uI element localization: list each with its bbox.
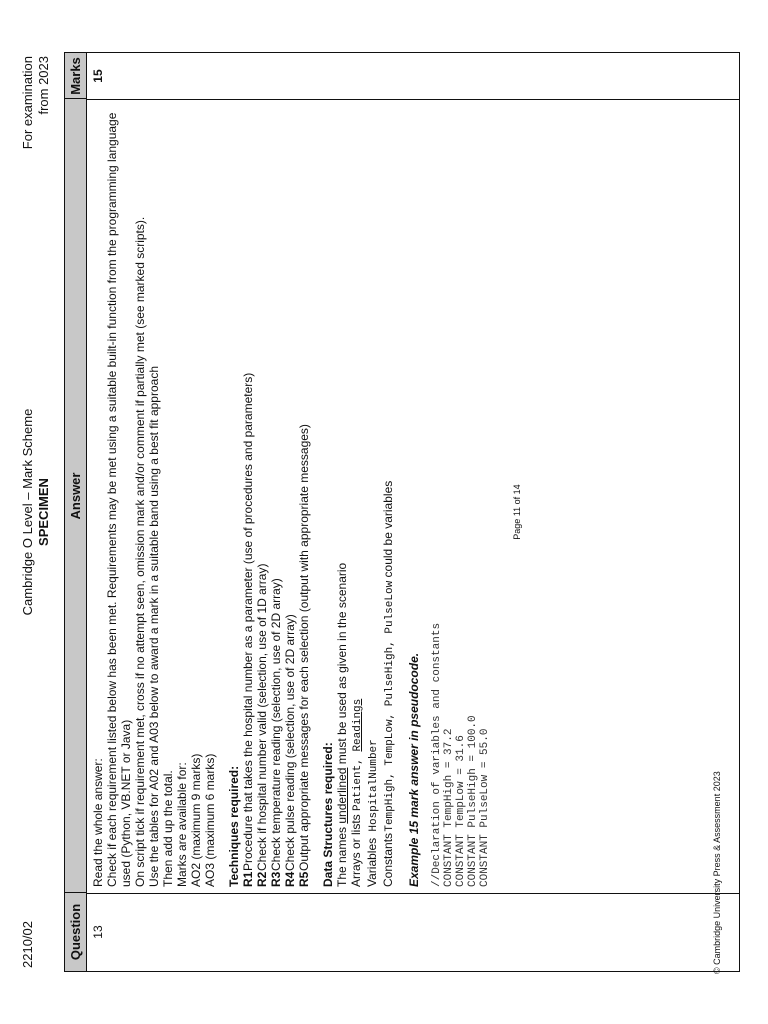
requirement-item: [297, 107, 311, 887]
exam-year-note: [20, 56, 52, 149]
array-patient: Patient: [352, 764, 364, 811]
variables-row: [365, 107, 381, 887]
requirement-item: [241, 107, 255, 887]
requirement-id: R3: [269, 871, 283, 887]
arrays-row: [349, 107, 365, 887]
requirement-text: Check pulse reading (selection, use of 2D array): [283, 614, 297, 871]
copyright-footer: © Cambridge University Press & Assessment 2023: [712, 771, 722, 974]
example-heading: Example 15 mark answer in pseudocode.: [407, 652, 421, 887]
page-title: [20, 312, 52, 712]
constants-value: TempHigh, TempLow, PulseHigh, PulseLow: [384, 580, 396, 832]
constants-row: [381, 107, 397, 887]
constants-note: could be variables: [381, 480, 395, 581]
requirement-item: [255, 107, 269, 887]
requirement-id: R4: [283, 871, 297, 887]
names-note: [335, 107, 349, 887]
column-divider: [87, 893, 739, 894]
requirement-item: [283, 107, 297, 887]
answer-cell: [91, 107, 491, 887]
requirement-id: R2: [255, 871, 269, 887]
title-text: Cambridge O Level – Mark Scheme: [20, 408, 35, 616]
table-header-row: [65, 53, 87, 971]
code-line: //Declaration of variables and constants: [431, 622, 443, 887]
code-line: CONSTANT PulseLow = 55.0: [479, 728, 491, 887]
specimen-label: SPECIMEN: [36, 478, 51, 546]
question-number: 13: [91, 925, 105, 939]
intro-line: On script tick if requirement met, cross if no attempt seen, omission mark and/or comment if partially met (see marked scripts).: [133, 216, 147, 887]
intro-line: AO3 (maximum 6 marks): [203, 753, 217, 887]
data-structures-heading: Data Structures required:: [321, 742, 335, 887]
array-separator: ,: [352, 751, 364, 765]
arrays-label: Arrays or lists: [349, 814, 363, 887]
requirement-text: Check if hospital number valid (selection, use of 1D array): [255, 563, 269, 871]
code-line: CONSTANT PulseHigh = 100.0: [467, 715, 479, 887]
column-divider: [87, 99, 739, 100]
constants-label: Constants: [381, 832, 395, 887]
page-number: Page 11 of 14: [512, 484, 522, 540]
intro-line: Check if each requirement listed below has been met. Requirements may be met using a suitable built-in function from the programming language used (Python, VB.NET or Java): [105, 112, 133, 887]
requirement-text: Check temperature reading (selection, use of 2D array): [269, 578, 283, 871]
column-header-answer: Answer: [65, 98, 86, 893]
intro-line: Use the tables for A02 and A03 below to award a mark in a suitable band using a best fit approach: [147, 366, 161, 887]
requirement-text: Output appropriate messages for each selection (output with appropriate messages): [297, 424, 311, 871]
names-note-pre: The names: [335, 823, 349, 887]
intro-line: Read the whole answer:: [91, 758, 105, 887]
marks-value: 15: [91, 69, 105, 83]
names-note-underlined: underlined: [335, 767, 349, 824]
exam-note-line2: from 2023: [36, 56, 51, 115]
requirement-id: R1: [241, 871, 255, 887]
requirement-item: [269, 107, 283, 887]
requirement-text: Procedure that takes the hospital number as a parameter (use of procedures and parameters): [241, 372, 255, 871]
techniques-heading: Techniques required:: [227, 765, 241, 887]
variables-value: HospitalNumber: [368, 739, 380, 832]
syllabus-code: 2210/02: [20, 921, 35, 968]
requirement-id: R5: [297, 871, 311, 887]
code-line: CONSTANT TempLow = 31.6: [455, 735, 467, 887]
mark-scheme-table: [64, 52, 740, 972]
variables-label: Variables: [365, 837, 379, 887]
intro-line: AO2 (maximum 9 marks): [189, 753, 203, 887]
intro-line: Marks are available for:: [175, 762, 189, 887]
array-readings: Readings: [352, 698, 364, 752]
column-header-marks: Marks: [68, 57, 83, 95]
exam-note-line1: For examination: [20, 56, 35, 150]
column-header-question: Question: [65, 892, 86, 971]
code-line: CONSTANT TempHigh = 37.2: [443, 728, 455, 887]
names-note-post: must be used as given in the scenario: [335, 562, 349, 768]
intro-line: Then add up the total.: [161, 770, 175, 887]
